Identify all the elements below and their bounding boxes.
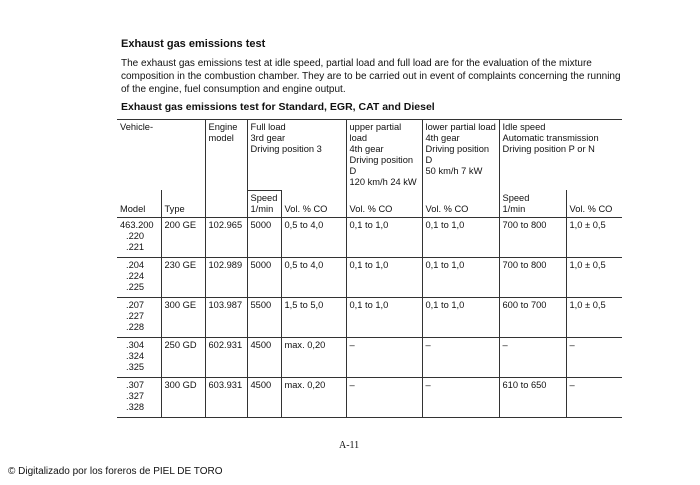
type-cell: 230 GE <box>161 257 205 297</box>
lower-partial-header: lower partial load 4th gear Driving position D 50 km/h 7 kW <box>422 120 499 191</box>
idle-co-cell: – <box>566 377 622 417</box>
idle-co-cell: 1,0 ± 0,5 <box>566 257 622 297</box>
vehicle-header: Vehicle- <box>117 120 205 191</box>
lower-co-cell: 0,1 to 1,0 <box>422 257 499 297</box>
full-co-cell: 0,5 to 4,0 <box>281 217 346 257</box>
lower-partial-co-header: Vol. % CO <box>422 190 499 217</box>
table-row <box>117 297 622 337</box>
lower-co-cell: – <box>422 337 499 377</box>
idle-co-header: Vol. % CO <box>566 190 622 217</box>
engine-cell: 602.931 <box>205 337 247 377</box>
model-cell: 463.200 .220 .221 <box>117 217 161 257</box>
table-row <box>117 337 622 377</box>
full-load-speed-header: Speed 1/min <box>247 190 281 217</box>
idle-speed-cell: 600 to 700 <box>499 297 566 337</box>
upper-co-cell: 0,1 to 1,0 <box>346 257 422 297</box>
full-co-cell: 1,5 to 5,0 <box>281 297 346 337</box>
idle-speed-header: Idle speed Automatic transmission Driving position P or N <box>499 120 622 191</box>
engine-model-header: Engine model <box>205 120 247 191</box>
idle-speed-subheader: Speed 1/min <box>499 190 566 217</box>
lower-co-cell: – <box>422 377 499 417</box>
engine-cell: 102.989 <box>205 257 247 297</box>
engine-model-subheader <box>205 190 247 217</box>
upper-co-cell: – <box>346 337 422 377</box>
speed-cell: 5500 <box>247 297 281 337</box>
full-load-co-header: Vol. % CO <box>281 190 346 217</box>
emissions-table <box>117 119 622 418</box>
model-cell: .304 .324 .325 <box>117 337 161 377</box>
table-row <box>117 217 622 257</box>
speed-cell: 4500 <box>247 337 281 377</box>
engine-cell: 603.931 <box>205 377 247 417</box>
model-cell: .207 .227 .228 <box>117 297 161 337</box>
type-cell: 200 GE <box>161 217 205 257</box>
type-header: Type <box>161 190 205 217</box>
idle-co-cell: 1,0 ± 0,5 <box>566 297 622 337</box>
speed-cell: 5000 <box>247 257 281 297</box>
idle-speed-cell: 700 to 800 <box>499 217 566 257</box>
model-cell: .204 .224 .225 <box>117 257 161 297</box>
type-cell: 300 GE <box>161 297 205 337</box>
table-row <box>117 257 622 297</box>
page-number: A-11 <box>339 440 360 451</box>
table-title: Exhaust gas emissions test for Standard, EGR, CAT and Diesel <box>121 101 435 113</box>
lower-co-cell: 0,1 to 1,0 <box>422 297 499 337</box>
idle-speed-cell: – <box>499 337 566 377</box>
footer-credit: © Digitalizado por los foreros de PIEL DE TORO <box>8 466 223 477</box>
upper-co-cell: 0,1 to 1,0 <box>346 297 422 337</box>
engine-cell: 103.987 <box>205 297 247 337</box>
upper-co-cell: – <box>346 377 422 417</box>
lower-co-cell: 0,1 to 1,0 <box>422 217 499 257</box>
idle-speed-cell: 610 to 650 <box>499 377 566 417</box>
speed-cell: 4500 <box>247 377 281 417</box>
speed-cell: 5000 <box>247 217 281 257</box>
full-co-cell: 0,5 to 4,0 <box>281 257 346 297</box>
intro-paragraph: The exhaust gas emissions test at idle speed, partial load and full load are for the evaluation of the mixture composition in the combustion chamber. They are to be carried out in event of complaints concerning the running of the engine, fuel consumption and engine output. <box>121 58 621 95</box>
upper-co-cell: 0,1 to 1,0 <box>346 217 422 257</box>
idle-speed-cell: 700 to 800 <box>499 257 566 297</box>
full-load-header: Full load 3rd gear Driving position 3 <box>247 120 346 191</box>
upper-partial-co-header: Vol. % CO <box>346 190 422 217</box>
section-heading: Exhaust gas emissions test <box>121 38 266 50</box>
model-cell: .307 .327 .328 <box>117 377 161 417</box>
idle-co-cell: 1,0 ± 0,5 <box>566 217 622 257</box>
model-header: Model <box>117 190 161 217</box>
upper-partial-header: upper partial load 4th gear Driving position D 120 km/h 24 kW <box>346 120 422 191</box>
idle-co-cell: – <box>566 337 622 377</box>
full-co-cell: max. 0,20 <box>281 337 346 377</box>
type-cell: 250 GD <box>161 337 205 377</box>
full-co-cell: max. 0,20 <box>281 377 346 417</box>
table-row <box>117 377 622 417</box>
engine-cell: 102.965 <box>205 217 247 257</box>
type-cell: 300 GD <box>161 377 205 417</box>
